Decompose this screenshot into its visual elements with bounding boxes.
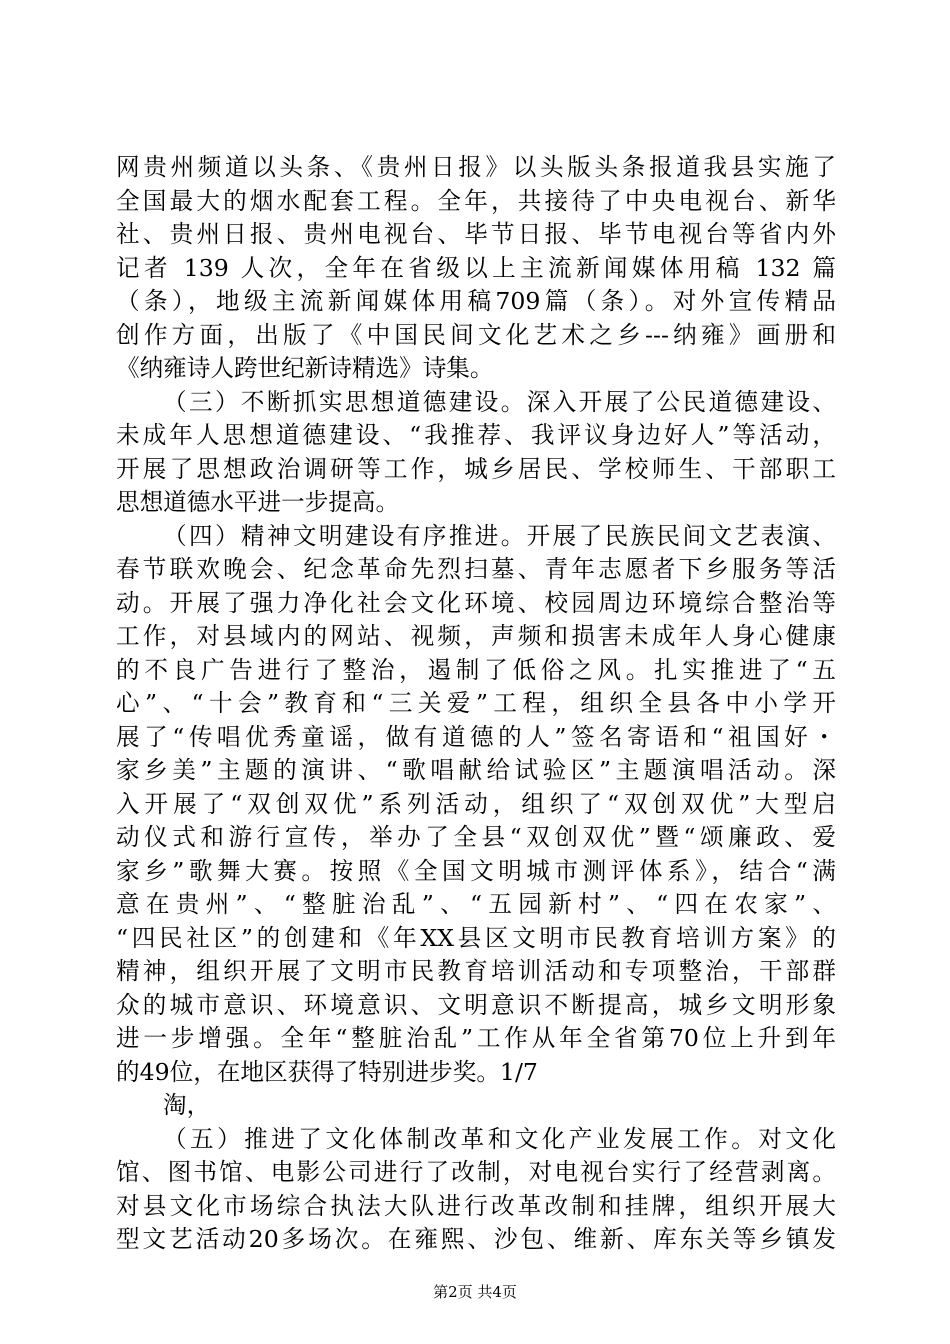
text-line: 动。开展了强力净化社会文化环境、校园周边环境综合整治等 [116, 588, 836, 617]
text-line: 型文艺活动20多场次。在雍熙、沙包、维新、库东关等乡镇发 [116, 1225, 836, 1253]
text-line: 《纳雍诗人跨世纪新诗精选》诗集。 [116, 354, 494, 382]
text-line: 的不良广告进行了整治，遏制了低俗之风。扎实推进了“五 [116, 655, 836, 684]
text-line: 展了“传唱优秀童谣，做有道德的人”签名寄语和“祖国好・ [116, 722, 836, 751]
text-line: 众的城市意识、环境意识、文明意识不断提高，城乡文明形象 [116, 990, 836, 1019]
text-line: 的49位，在地区获得了特别进步奖。1/7 [116, 1057, 538, 1086]
paragraph-heading-line: （三）不断抓实思想道德建设。深入开展了公民道德建设、 [163, 387, 836, 416]
paragraph-heading-line: （五）推进了文化体制改革和文化产业发展工作。对文化 [163, 1124, 836, 1153]
text-line: 工作，对县域内的网站、视频，声频和损害未成年人身心健康 [116, 622, 836, 650]
text-line: 思想道德水平进一步提高。 [116, 488, 400, 516]
text-line: 家乡”歌舞大赛。按照《全国文明城市测评体系》，结合“满 [116, 856, 836, 885]
text-line: 动仪式和游行宣传，举办了全县“双创双优”暨“颂廉政、爱 [116, 823, 836, 851]
text-line: 心”、“十会”教育和“三关爱”工程，组织全县各中小学开 [116, 689, 836, 717]
text-line: （条），地级主流新闻媒体用稿709篇（条）。对外宣传精品 [116, 287, 836, 315]
text-line: 社、贵州日报、贵州电视台、毕节日报、毕节电视台等省内外 [116, 220, 836, 248]
text-line: 网贵州频道以头条、《贵州日报》以头版头条报道我县实施了 [116, 153, 836, 181]
text-line: 全国最大的烟水配套工程。全年，共接待了中央电视台、新华 [116, 186, 836, 215]
text-line: 开展了思想政治调研等工作，城乡居民、学校师生、干部职工 [116, 454, 836, 483]
text-line: 精神，组织开展了文明市民教育培训活动和专项整治，干部群 [116, 957, 836, 985]
text-line: 入开展了“双创双优”系列活动，组织了“双创双优”大型启 [116, 789, 836, 818]
text-line: 对县文化市场综合执法大队进行改革改制和挂牌，组织开展大 [116, 1191, 836, 1220]
text-line: 记者 139 人次，全年在省级以上主流新闻媒体用稿 132 篇 [116, 253, 836, 282]
text-line: 春节联欢晚会、纪念革命先烈扫墓、青年志愿者下乡服务等活 [116, 555, 836, 583]
text-line: 意在贵州”、“整脏治乱”、“五园新村”、“四在农家”、 [116, 890, 836, 918]
document-body [116, 151, 836, 1257]
text-line: 淘， [163, 1091, 211, 1119]
text-line: 创作方面，出版了《中国民间文化艺术之乡---纳雍》画册和 [116, 320, 836, 349]
text-line: “四民社区”的创建和《年XX县区文明市民教育培训方案》的 [116, 923, 836, 952]
text-line: 家乡美”主题的演讲、“歌唱献给试验区”主题演唱活动。深 [116, 756, 836, 784]
text-line: 馆、图书馆、电影公司进行了改制，对电视台实行了经营剥离。 [116, 1158, 836, 1186]
paragraph-heading-line: （四）精神文明建设有序推进。开展了民族民间文艺表演、 [163, 521, 836, 550]
text-line: 进一步增强。全年“整脏治乱”工作从年全省第70位上升到年 [116, 1024, 836, 1052]
page-footer [0, 1282, 950, 1302]
text-line: 未成年人思想道德建设、“我推荐、我评议身边好人”等活动， [116, 421, 836, 449]
page-number-label: 第2页 共4页 [433, 1283, 517, 1301]
